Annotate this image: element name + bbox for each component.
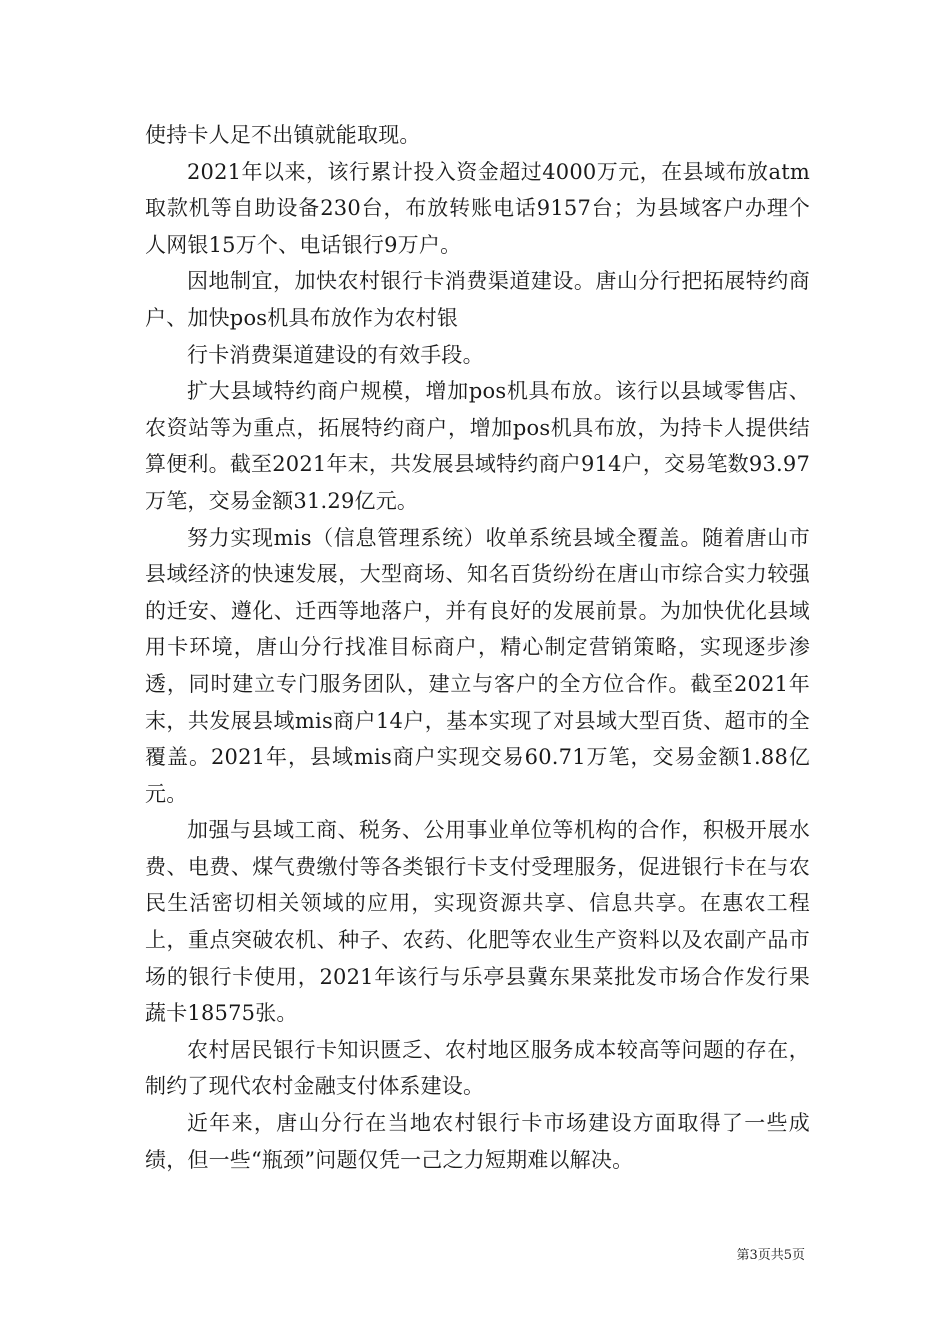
page-number-footer: 第3页共5页 xyxy=(736,1248,805,1263)
paragraph-5: 扩大县域特约商户规模，增加pos机具布放。该行以县域零售店、农资站等为重点，拓展特约商户，增加pos机具布放，为持卡人提供结算便利。截至2021年末，共发展县域特约商户914户，交易笔数93.97万笔，交易金额31.29亿元。 xyxy=(145,379,810,513)
paragraph-3: 因地制宜，加快农村银行卡消费渠道建设。唐山分行把拓展特约商户、加快pos机具布放作为农村银 xyxy=(145,269,810,330)
paragraph-1: 使持卡人足不出镇就能取现。 xyxy=(145,123,421,147)
paragraph-6: 努力实现mis（信息管理系统）收单系统县域全覆盖。随着唐山市县域经济的快速发展，大型商场、知名百货纷纷在唐山市综合实力较强的迁安、遵化、迁西等地落户，并有良好的发展前景。为加快优化县域用卡环境，唐山分行找准目标商户，精心制定营销策略，实现逐步渗透，同时建立专门服务团队，建立与客户的全方位合作。截至2021年末，共发展县域mis商户14户，基本实现了对县域大型百货、超市的全覆盖。2021年，县域mis商户实现交易60.71万笔，交易金额1.88亿元。 xyxy=(145,525,810,806)
document-body xyxy=(145,117,810,1178)
paragraph-9: 近年来，唐山分行在当地农村银行卡市场建设方面取得了一些成绩，但一些“瓶颈”问题仅凭一己之力短期难以解决。 xyxy=(145,1111,810,1172)
paragraph-8: 农村居民银行卡知识匮乏、农村地区服务成本较高等问题的存在，制约了现代农村金融支付体系建设。 xyxy=(145,1037,810,1099)
paragraph-7: 加强与县域工商、税务、公用事业单位等机构的合作，积极开展水费、电费、煤气费缴付等各类银行卡支付受理服务，促进银行卡在与农民生活密切相关领域的应用，实现资源共享、信息共享。在惠农工程上，重点突破农机、种子、农药、化肥等农业生产资料以及农副产品市场的银行卡使用，2021年该行与乐亭县冀东果菜批发市场合作发行果蔬卡18575张。 xyxy=(145,818,810,1026)
paragraph-2: 2021年以来，该行累计投入资金超过4000万元，在县域布放atm取款机等自助设备230台，布放转账电话9157台；为县域客户办理个人网银15万个、电话银行9万户。 xyxy=(145,159,810,257)
paragraph-4: 行卡消费渠道建设的有效手段。 xyxy=(187,342,484,367)
